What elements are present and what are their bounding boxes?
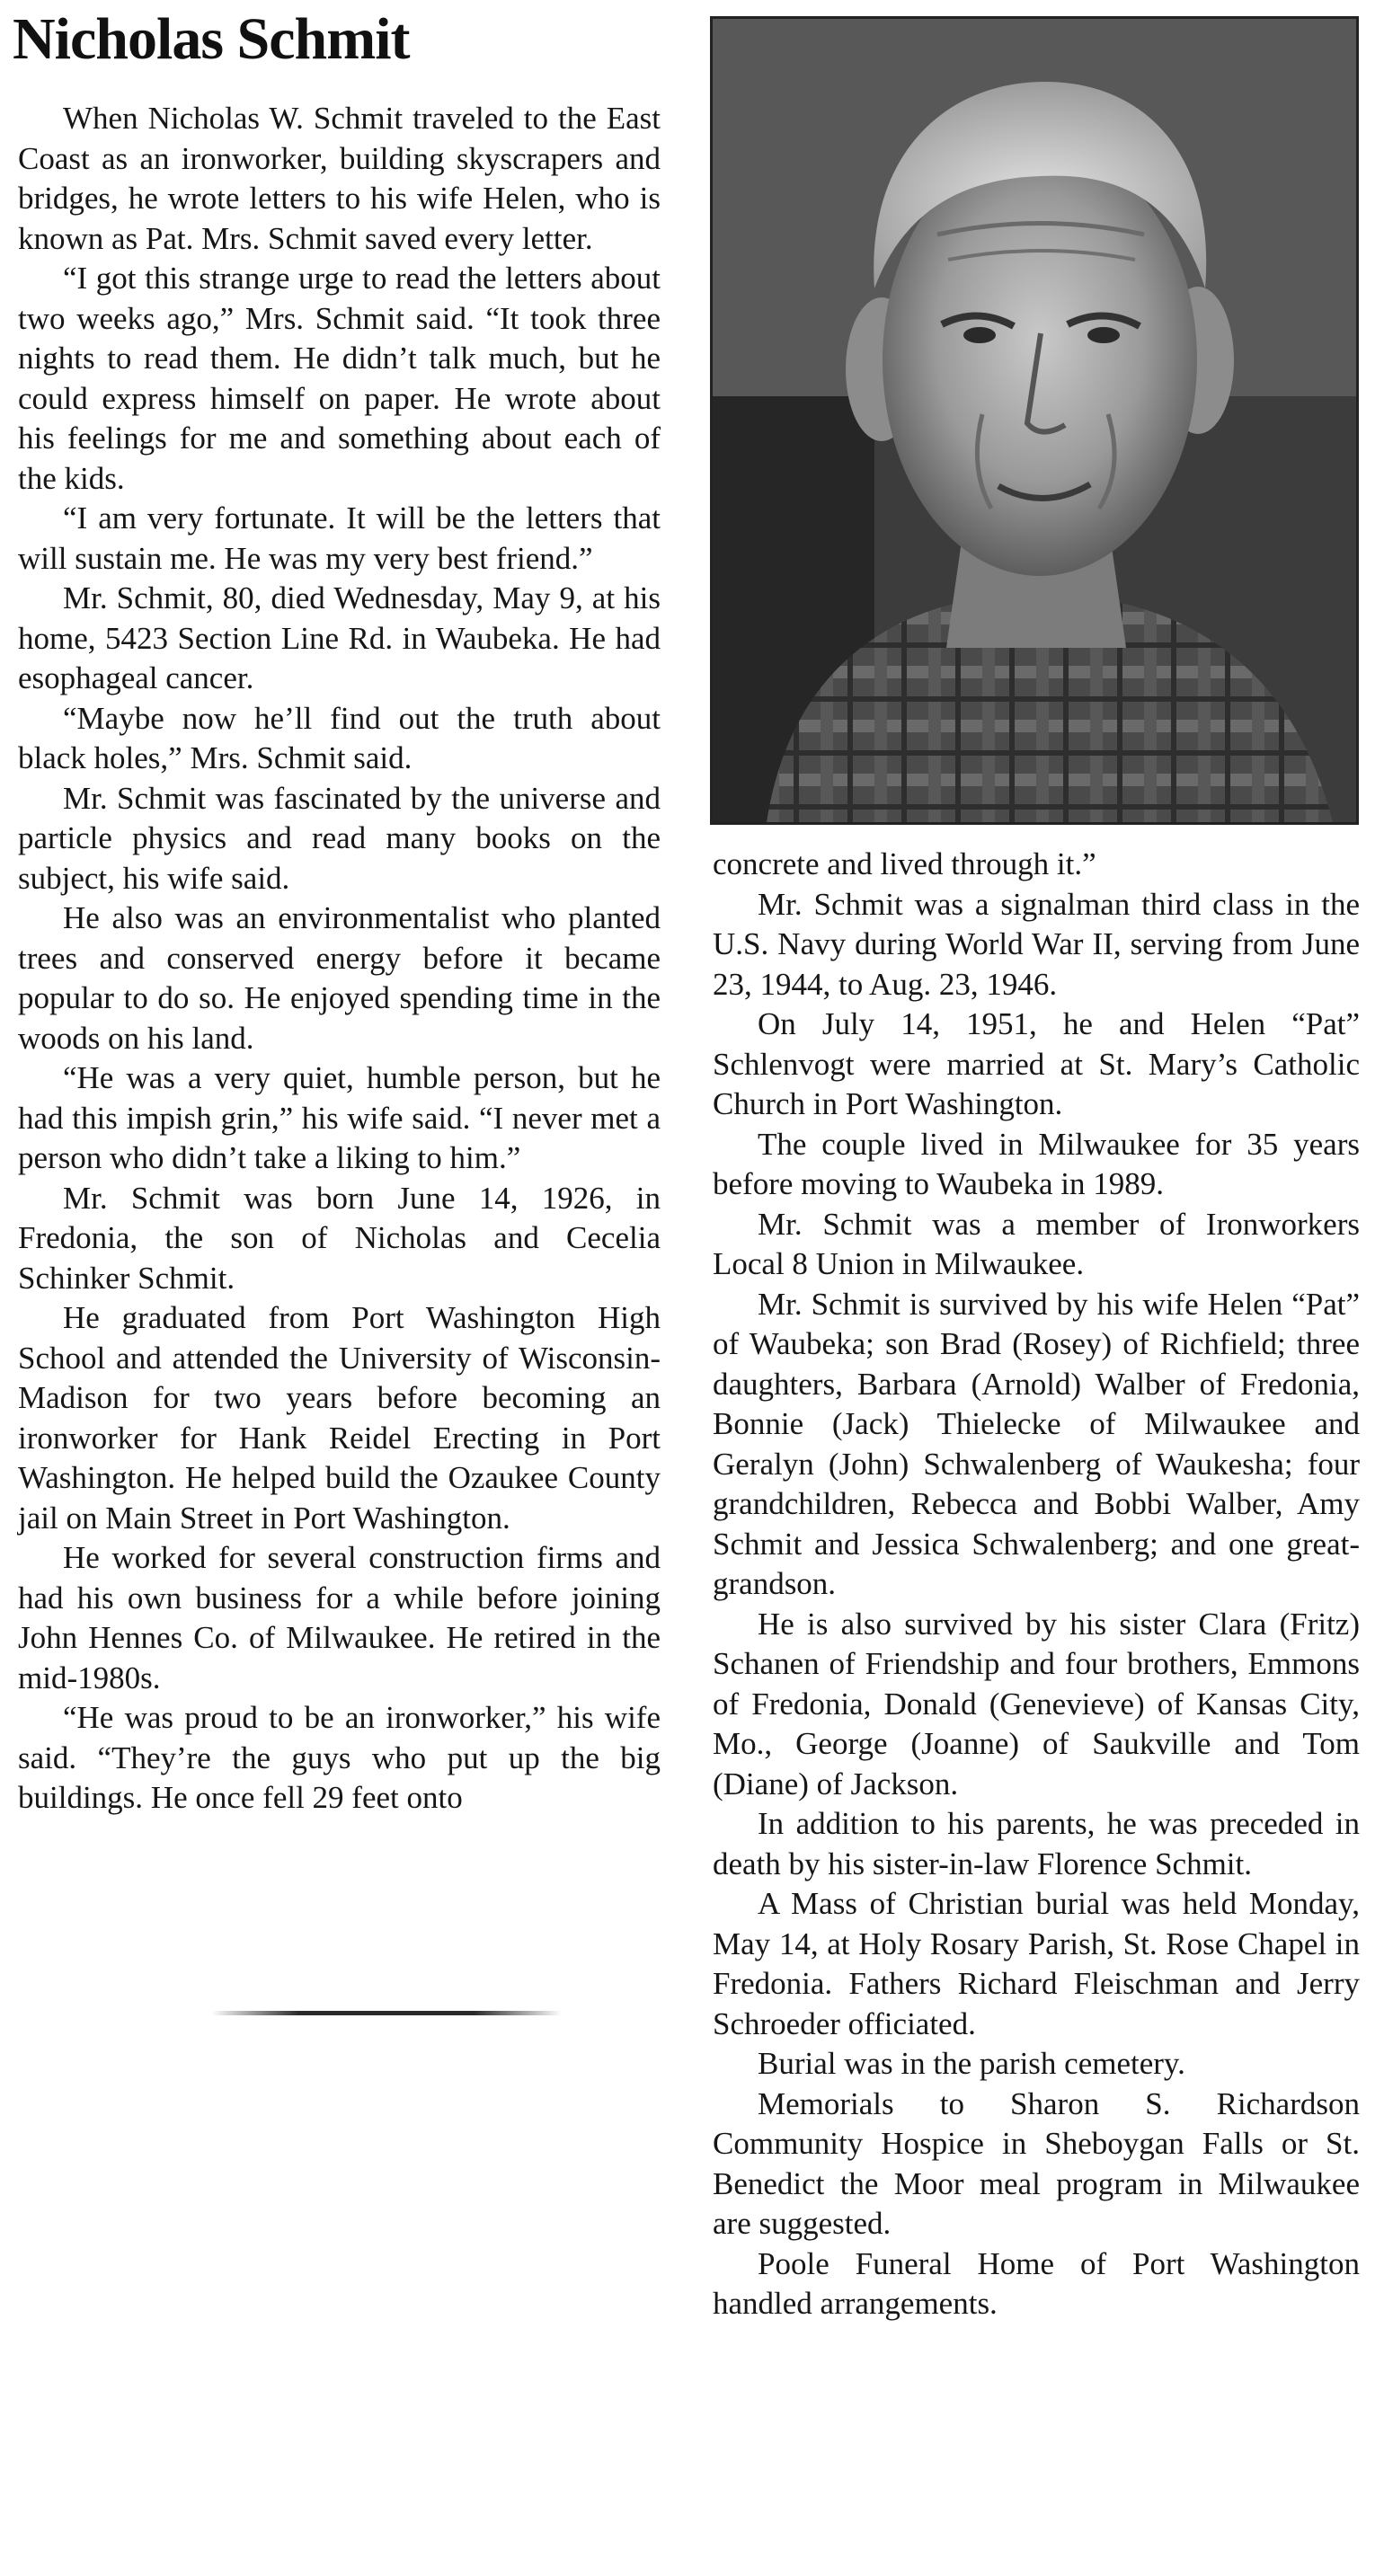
left-column	[18, 99, 661, 1819]
paragraph: A Mass of Christian burial was held Monday, May 14, at Holy Rosary Parish, St. Rose Chapel in Fredonia. Fathers Richard Fleischman and Jerry Schroeder officiated.	[713, 1886, 1360, 2041]
paragraph: He worked for several construction firms and had his own business for a while before joining John Hennes Co. of Milwaukee. He retired in the mid-1980s.	[18, 1540, 661, 1695]
paragraph: Mr. Schmit was a member of Ironworkers Local 8 Union in Milwaukee.	[713, 1206, 1360, 1281]
paragraph: “He was proud to be an ironworker,” his wife said. “They’re the guys who put up the big buildings. He once fell 29 feet onto	[18, 1700, 661, 1815]
portrait-photo-icon	[710, 16, 1359, 825]
paragraph: “I got this strange urge to read the letters about two weeks ago,” Mrs. Schmit said. “It took three nights to read them. He didn’t talk much, but he could express himself on paper. He wrote about his feelings for me and something about each of the kids.	[18, 261, 661, 496]
paragraph: He also was an environmentalist who planted trees and conserved energy before it became popular to do so. He enjoyed spending time in the woods on his land.	[18, 900, 661, 1056]
paragraph: Memorials to Sharon S. Richardson Community Hospice in Sheboygan Falls or St. Benedict the Moor meal program in Milwaukee are suggested.	[713, 2085, 1360, 2241]
paragraph: “Maybe now he’ll find out the truth about black holes,” Mrs. Schmit said.	[18, 700, 661, 775]
right-column	[713, 845, 1360, 2324]
paragraph: “I am very fortunate. It will be the letters that will sustain me. He was my very best friend.”	[18, 500, 661, 576]
paragraph: Poole Funeral Home of Port Washington handled arrangements.	[713, 2245, 1360, 2321]
paragraph: Burial was in the parish cemetery.	[758, 2046, 1185, 2081]
paragraph: Mr. Schmit is survived by his wife Helen “Pat” of Waubeka; son Brad (Rosey) of Richfield; three daughters, Barbara (Arnold) Walber of Fredonia, Bonnie (Jack) Thielecke of Milwaukee and Geralyn (John) Schwalenberg of Waukesha; four grandchildren, Rebecca and Bobbi Walber, Amy Schmit and Jessica Schwalenberg; and one great-grandson.	[713, 1286, 1360, 1601]
paragraph: Mr. Schmit was fascinated by the universe and particle physics and read many books on the subject, his wife said.	[18, 780, 661, 896]
paragraph: In addition to his parents, he was preceded in death by his sister-in-law Florence Schmit.	[713, 1806, 1360, 1881]
paragraph: The couple lived in Milwaukee for 35 years before moving to Waubeka in 1989.	[713, 1126, 1360, 1201]
paragraph: “He was a very quiet, humble person, but he had this impish grin,” his wife said. “I never met a person who didn’t take a liking to him.”	[18, 1060, 661, 1175]
paragraph: On July 14, 1951, he and Helen “Pat” Schlenvogt were married at St. Mary’s Catholic Church in Port Washington.	[713, 1006, 1360, 1121]
paragraph: Mr. Schmit was born June 14, 1926, in Fredonia, the son of Nicholas and Cecelia Schinker Schmit.	[18, 1180, 661, 1296]
headline: Nicholas Schmit	[13, 6, 410, 72]
paragraph: Mr. Schmit, 80, died Wednesday, May 9, at his home, 5423 Section Line Rd. in Waubeka. He had esophageal cancer.	[18, 580, 661, 695]
paragraph: Mr. Schmit was a signalman third class in the U.S. Navy during World War II, serving from June 23, 1944, to Aug. 23, 1946.	[713, 886, 1360, 1002]
portrait-illustration	[713, 19, 1356, 822]
paragraph: concrete and lived through it.”	[713, 846, 1096, 881]
end-rule	[211, 2011, 562, 2015]
paragraph: When Nicholas W. Schmit traveled to the East Coast as an ironworker, building skyscrapers and bridges, he wrote letters to his wife Helen, who is known as Pat. Mrs. Schmit saved every letter.	[18, 101, 661, 256]
paragraph: He graduated from Port Washington High School and attended the University of Wisconsin-Madison for two years before becoming an ironworker for Hank Reidel Erecting in Port Washington. He helped build the Ozaukee County jail on Main Street in Port Washington.	[18, 1300, 661, 1536]
paragraph: He is also survived by his sister Clara (Fritz) Schanen of Friendship and four brothers, Emmons of Fredonia, Donald (Genevieve) of Kansas City, Mo., George (Joanne) of Saukville and Tom (Diane) of Jackson.	[713, 1606, 1360, 1801]
